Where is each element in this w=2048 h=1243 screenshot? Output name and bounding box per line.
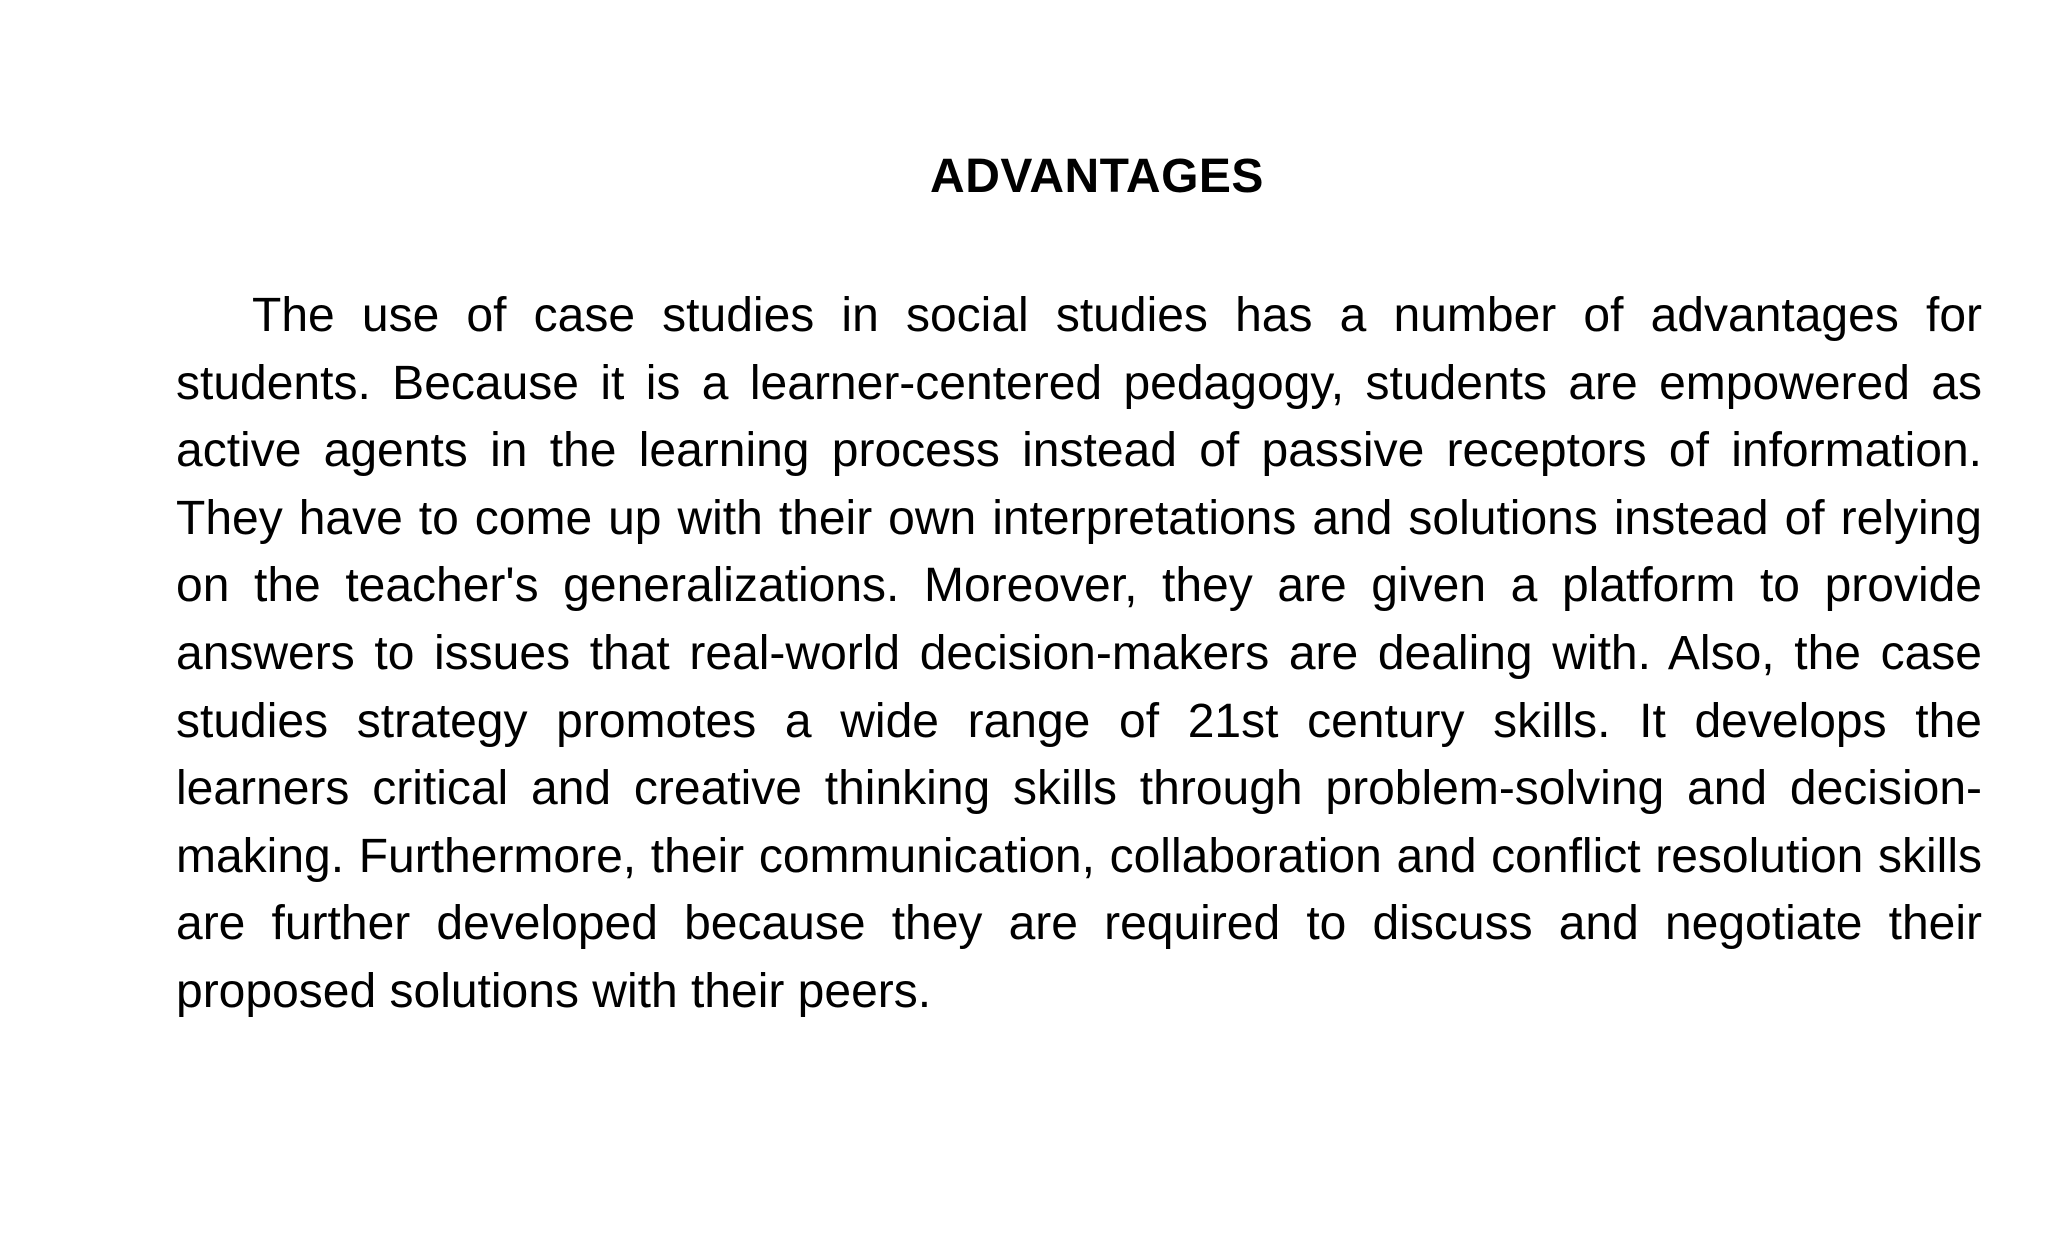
section-heading: ADVANTAGES — [930, 150, 1264, 203]
body-paragraph: The use of case studies in social studies has a number of advantages for students. Because it is a learner-centered pedagogy, students are empowered as active agents in the learning process instead of passive receptors of information. They have to come up with their own interpretations and solutions instead of relying on the teacher's generalizations. Moreover, they are given a platform to provide answers to issues that real-world decision-makers are dealing with. Also, the case studies strategy promotes a wide range of 21st century skills. It develops the learners critical and creative thinking skills through problem-solving and decision-making. Furthermore, their communication, collaboration and conflict resolution skills are further developed because they are required to discuss and negotiate their proposed solutions with their peers. — [176, 289, 1982, 1018]
